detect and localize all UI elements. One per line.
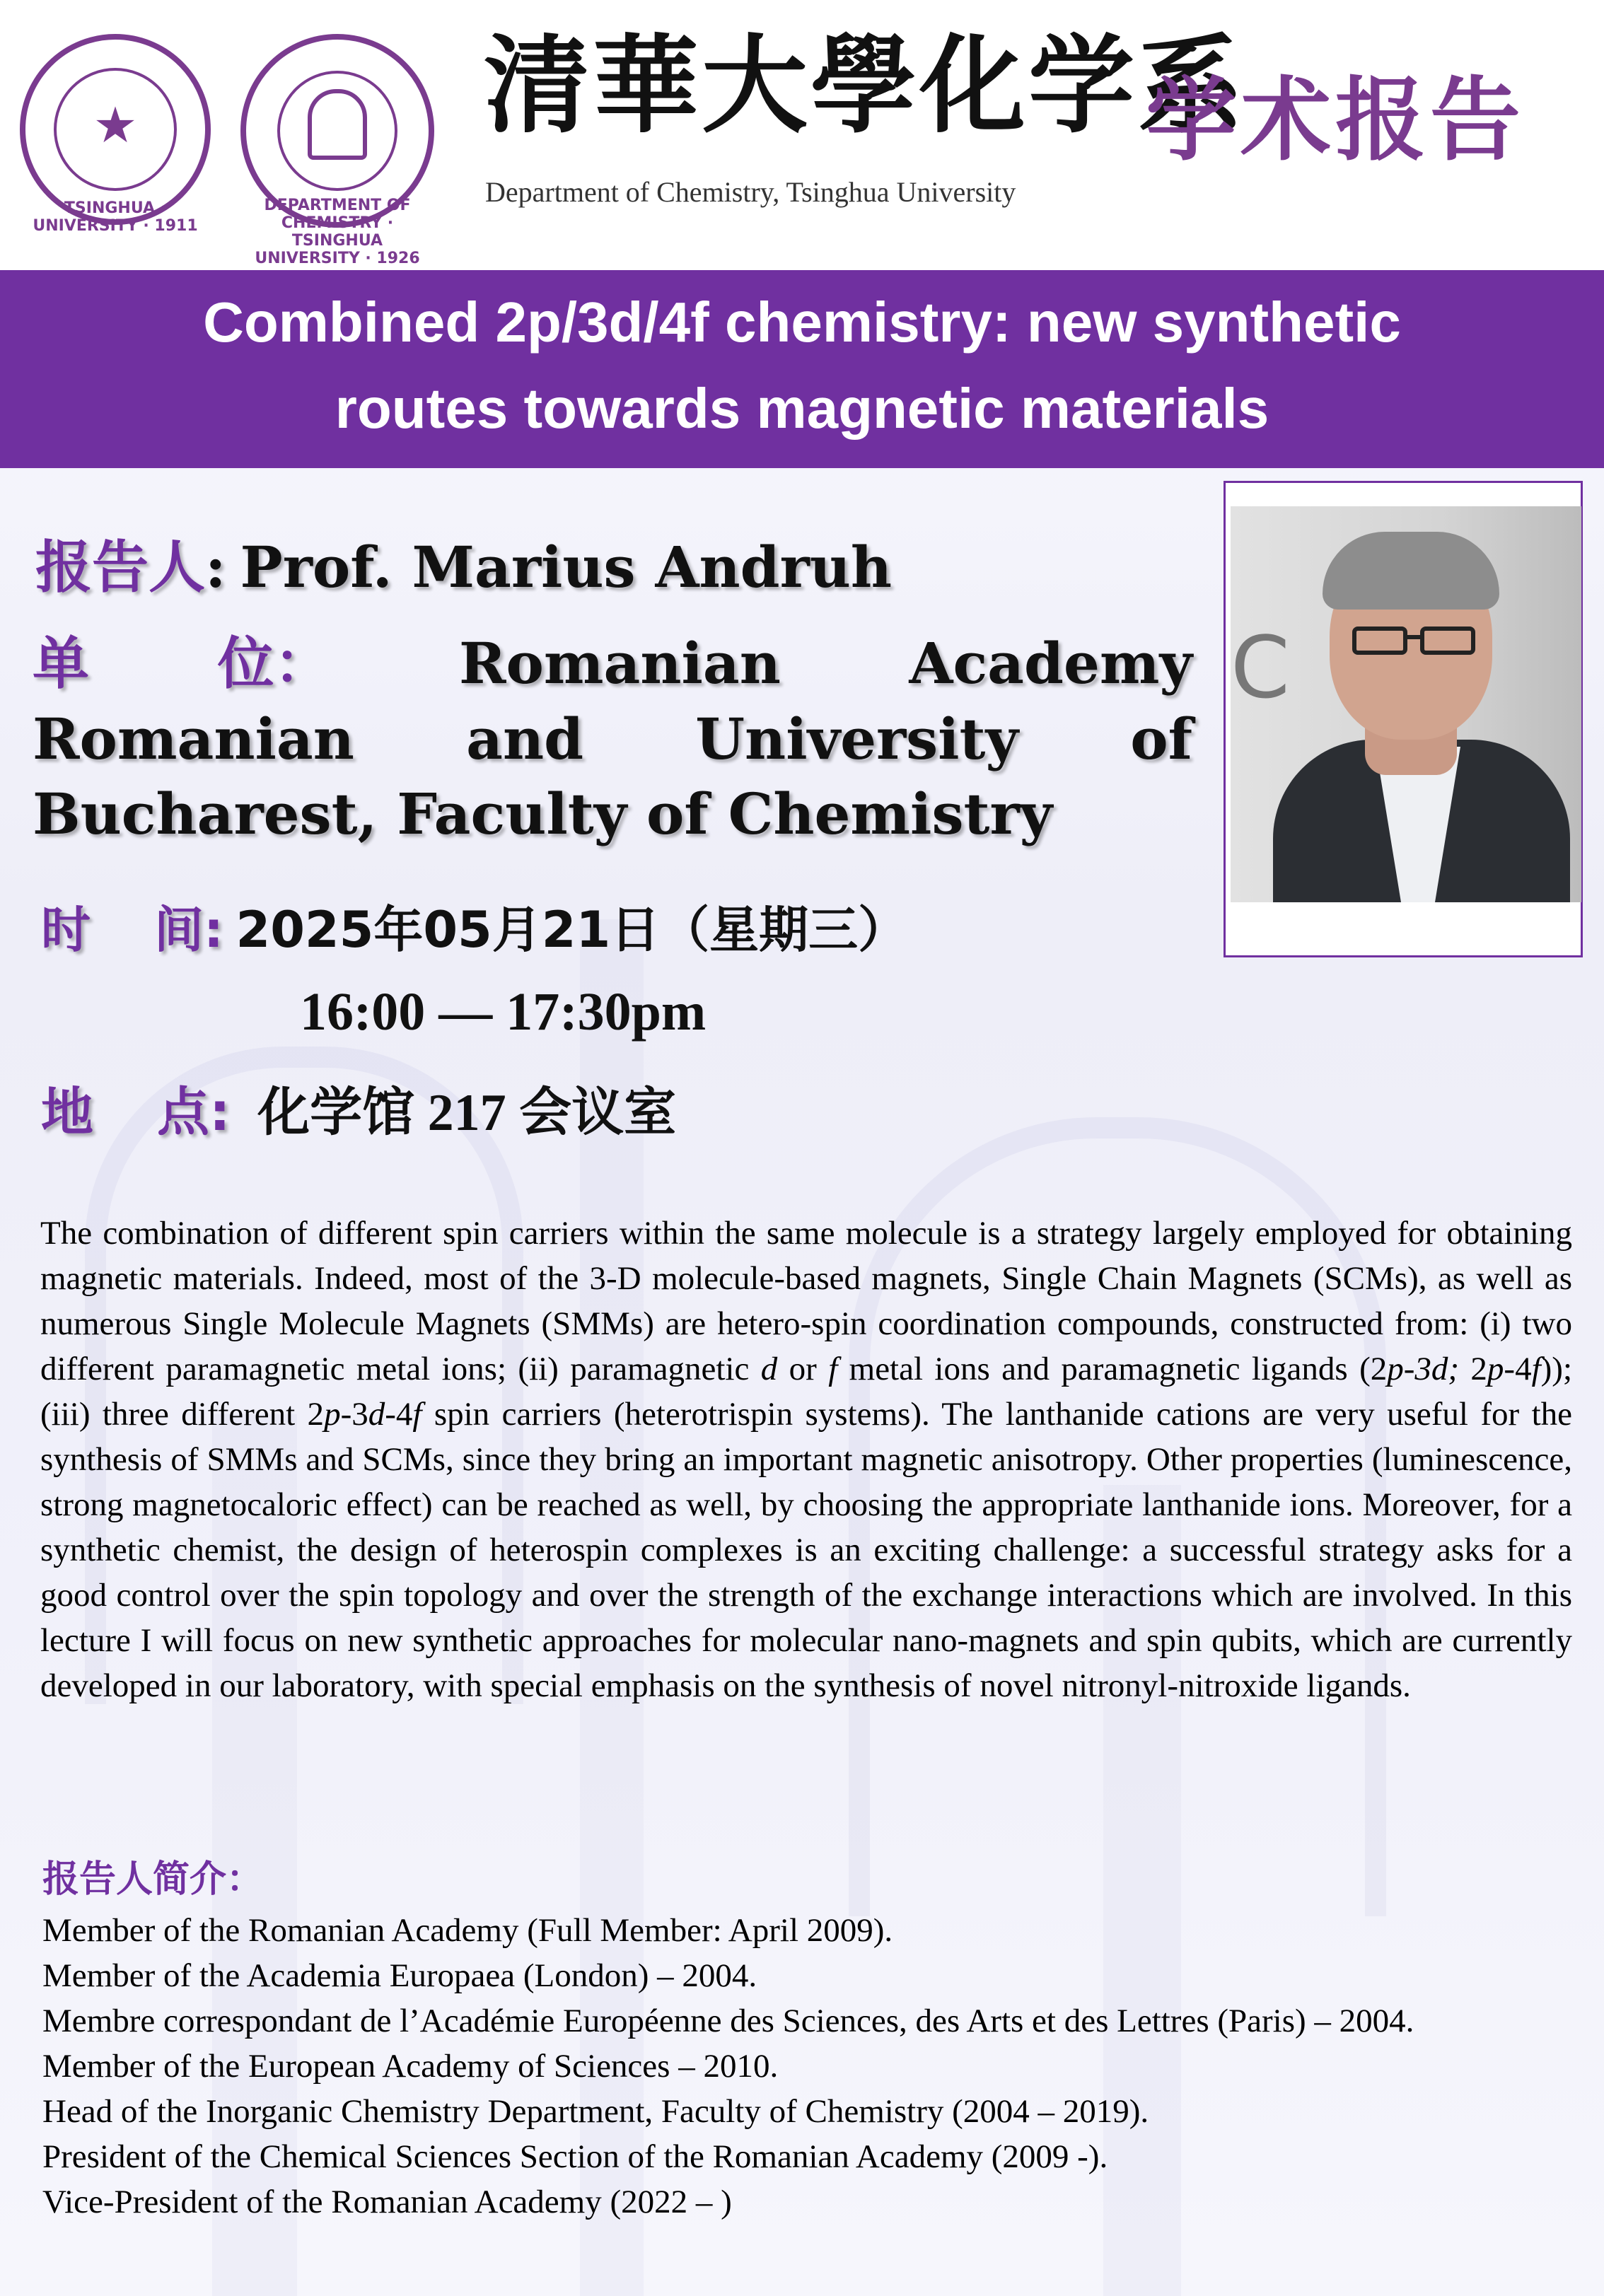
bio-item: Member of the European Academy of Sciences – 2010. bbox=[42, 2048, 779, 2085]
affiliation-line-3: Bucharest, Faculty of Chemistry bbox=[33, 781, 1053, 847]
affiliation-line-1 bbox=[33, 626, 1192, 701]
title-banner bbox=[0, 270, 1604, 468]
department-name-english: Department of Chemistry, Tsinghua University bbox=[485, 176, 1016, 208]
bio-item: Member of the Romanian Academy (Full Member: April 2009). bbox=[42, 1912, 893, 1949]
place-row bbox=[41, 1078, 676, 1147]
bell-icon bbox=[308, 89, 367, 160]
bio-heading: 报告人简介： bbox=[42, 1858, 264, 1901]
glasses-left-lens bbox=[1352, 627, 1407, 655]
abstract bbox=[40, 1211, 1572, 1708]
affiliation-word: Romanian bbox=[33, 706, 354, 772]
lecture-hours: 16:00 — 17:30pm bbox=[300, 982, 707, 1042]
time-label-1: 时 bbox=[41, 901, 91, 959]
speaker-label: 报告人 bbox=[35, 535, 205, 600]
abstract-paragraph: The combination of different spin carriers within the same molecule is a strategy largely employed for obtaining magnetic materials. Indeed, most of the 3-D molecule-based magnets, Single Chain Magnets (SCMs), as well as numerous Single Molecule Magnets (SMMs) are hetero-spin coordination compounds, constructed from: (i) two different paramagnetic metal ions; (ii) paramagnetic d or f metal ions and paramagnetic ligands (2p-3d; 2p-4f)); (iii) three different 2p-3d-4f spin carriers (heterotrispin systems). The lanthanide cations are very useful for the synthesis of SMMs and SCMs, since they bring an important magnetic anisotropy. Other properties (luminescence, strong magnetocaloric effect) can be reached as well, by choosing the appropriate lanthanide ions. Moreover, for a synthetic chemist, the design of heterospin complexes is an exciting challenge: a successful strategy asks for a good control over the spin topology and over the strength of the exchange interactions which are involved. In this lecture I will focus on new synthetic approaches for molecular nano-magnets and spin qubits, which are currently developed in our laboratory, with special emphasis on the synthesis of novel nitronyl-nitroxide ligands. bbox=[40, 1215, 1573, 1704]
speaker-row bbox=[35, 532, 892, 604]
glasses-bridge bbox=[1406, 635, 1422, 639]
affiliation-word: Academy bbox=[909, 630, 1192, 697]
time-row bbox=[41, 898, 907, 963]
photo-background-sign: C bbox=[1231, 619, 1290, 718]
venue-room-number: 217 bbox=[427, 1084, 506, 1142]
seal-text: DEPARTMENT OF CHEMISTRY · TSINGHUA UNIVERSITY · 1926 bbox=[255, 197, 420, 267]
bio-item: Vice-President of the Romanian Academy (2022 – ) bbox=[42, 2184, 732, 2220]
affiliation-word: University bbox=[695, 706, 1018, 772]
bio-item: President of the Chemical Sciences Section of the Romanian Academy (2009 -). bbox=[42, 2138, 1108, 2175]
star-icon: ★ bbox=[93, 96, 138, 154]
chemistry-department-seal bbox=[240, 34, 434, 267]
affiliation-line-2 bbox=[33, 701, 1192, 776]
lecture-title-line-2: routes towards magnetic materials bbox=[335, 377, 1269, 440]
place-label-1: 地 bbox=[41, 1082, 93, 1143]
speaker-colon: : bbox=[205, 534, 226, 600]
bio-list bbox=[42, 1908, 1563, 2225]
bio-item: Member of the Academia Europaea (London) – 2004. bbox=[42, 1957, 757, 1994]
speaker-photo bbox=[1231, 506, 1581, 902]
header bbox=[0, 0, 1604, 270]
affiliation-label-2: 位： bbox=[217, 631, 331, 697]
lecture-title-line-1: Combined 2p/3d/4f chemistry: new synthetic bbox=[203, 291, 1401, 354]
bio-item: Membre correspondant de l’Académie Européenne des Sciences, des Arts et des Lettres (Paris) – 2004. bbox=[42, 2003, 1414, 2039]
lecture-date: 2025年05月21日（星期三） bbox=[236, 901, 908, 959]
glasses-right-lens bbox=[1420, 627, 1475, 655]
department-logo-text: 清華大學化学系 bbox=[484, 23, 1247, 148]
time-label-2: 间: bbox=[154, 901, 223, 959]
place-label-2: 点: bbox=[157, 1082, 231, 1143]
report-title: 学术报告 bbox=[1146, 68, 1525, 173]
affiliation-block bbox=[33, 626, 1192, 851]
seal-text: TSINGHUA · UNIVERSITY · 1911 bbox=[33, 199, 198, 235]
affiliation-label-1: 单 bbox=[33, 631, 89, 697]
venue-room: 会议室 bbox=[519, 1082, 677, 1143]
affiliation-word: of bbox=[1130, 706, 1192, 772]
tsinghua-seal bbox=[20, 34, 211, 235]
venue-building: 化学馆 bbox=[257, 1082, 415, 1143]
bio-item: Head of the Inorganic Chemistry Department, Faculty of Chemistry (2004 – 2019). bbox=[42, 2093, 1149, 2130]
affiliation-word: Romanian bbox=[459, 630, 781, 697]
photo-hair bbox=[1323, 532, 1499, 610]
affiliation-word: and bbox=[466, 706, 584, 772]
speaker-name: Prof. Marius Andruh bbox=[240, 534, 893, 600]
